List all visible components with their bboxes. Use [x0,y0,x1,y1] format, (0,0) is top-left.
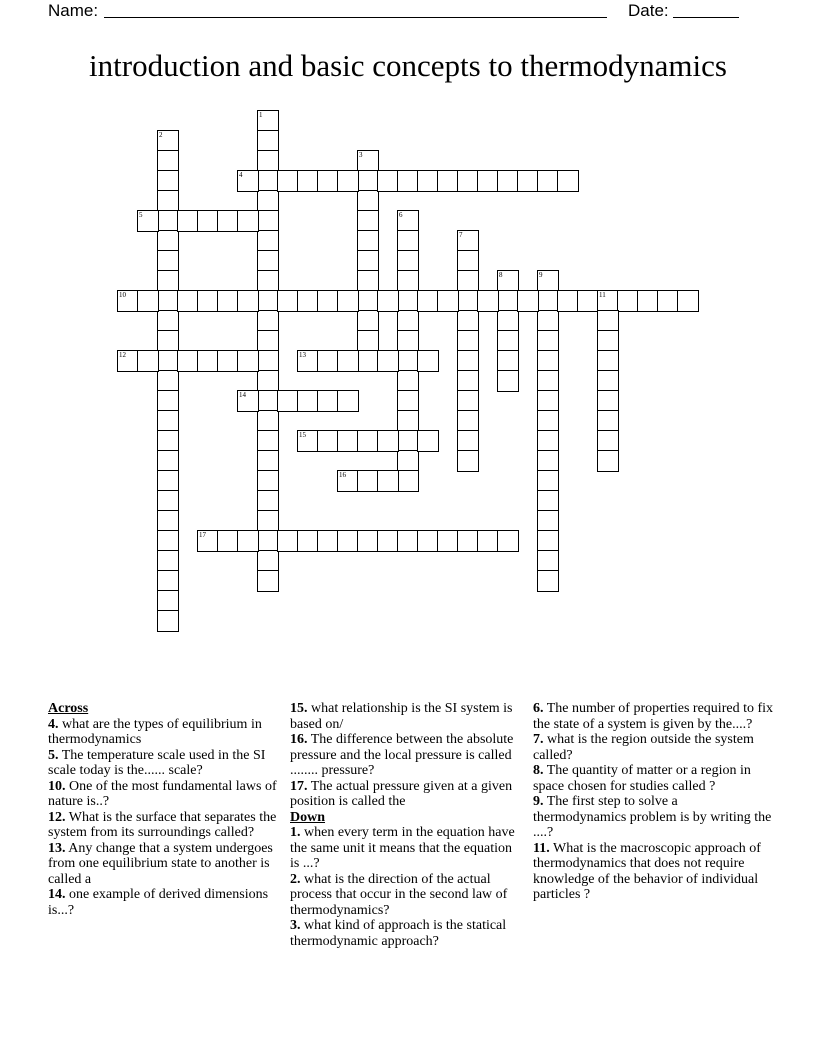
grid-cell[interactable] [157,150,179,172]
clue-number: 7. [533,732,544,747]
grid-cell[interactable] [197,210,219,232]
grid-cell[interactable] [517,170,539,192]
grid-cell[interactable] [457,290,479,312]
grid-cell[interactable] [237,390,259,412]
clue-number: 8. [533,763,544,778]
grid-cell[interactable] [457,370,479,392]
grid-cell[interactable] [597,370,619,392]
clue-number: 10. [48,778,66,794]
clue-number: 16. [290,732,308,747]
clue-down-7 [533,732,773,763]
grid-cell[interactable] [457,270,479,292]
grid-cell[interactable] [597,430,619,452]
grid-cell[interactable] [157,350,179,372]
grid-cell[interactable] [257,350,279,372]
grid-cell[interactable] [537,510,559,532]
grid-cell[interactable] [257,490,279,512]
grid-cell[interactable] [397,290,419,312]
grid-cell[interactable] [357,150,379,172]
grid-cell[interactable] [537,550,559,572]
grid-cell[interactable] [157,210,179,232]
page-title: introduction and basic concepts to thermodynamics [89,48,727,83]
grid-cell[interactable] [157,310,179,332]
grid-cell[interactable] [157,470,179,492]
clue-down-6 [533,701,773,732]
grid-cell[interactable] [497,530,519,552]
grid-cell[interactable] [257,170,279,192]
grid-cell[interactable] [217,290,239,312]
grid-cell[interactable] [497,330,519,352]
grid-cell[interactable] [257,150,279,172]
grid-cell[interactable] [357,530,379,552]
grid-cell[interactable] [257,130,279,152]
cell-number: 16 [339,471,346,479]
grid-cell[interactable] [337,350,359,372]
clue-across-10 [48,779,280,810]
grid-cell[interactable] [537,310,559,332]
grid-cell[interactable] [457,250,479,272]
clues-column-3 [533,701,773,903]
grid-cell[interactable] [537,350,559,372]
grid-cell[interactable] [457,450,479,472]
clue-across-12 [48,810,280,841]
grid-cell[interactable] [537,570,559,592]
grid-cell[interactable] [157,390,179,412]
grid-cell[interactable] [157,190,179,212]
grid-cell[interactable] [217,210,239,232]
grid-cell[interactable] [257,190,279,212]
grid-cell[interactable] [237,350,259,372]
clue-text: What is the macroscopic approach of thermodynamics that does not require knowledge of the behavior of individual particles ? [533,840,761,902]
grid-cell[interactable] [397,430,419,452]
grid-cell[interactable] [137,290,159,312]
grid-cell[interactable] [257,470,279,492]
grid-cell[interactable] [357,190,379,212]
grid-cell[interactable] [257,250,279,272]
grid-cell[interactable] [237,210,259,232]
clue-down-8 [533,763,773,794]
grid-cell[interactable] [497,370,519,392]
cell-number: 4 [239,171,243,179]
grid-cell[interactable] [337,430,359,452]
grid-cell[interactable] [597,410,619,432]
clue-across-5 [48,748,280,779]
grid-cell[interactable] [457,350,479,372]
grid-cell[interactable] [457,390,479,412]
grid-cell[interactable] [257,530,279,552]
cell-number: 7 [459,231,463,239]
grid-cell[interactable] [397,530,419,552]
grid-cell[interactable] [457,170,479,192]
grid-cell[interactable] [457,230,479,252]
grid-cell[interactable] [157,610,179,632]
grid-cell[interactable] [257,330,279,352]
grid-cell[interactable] [397,170,419,192]
cell-number: 13 [299,351,306,359]
grid-cell[interactable] [157,170,179,192]
grid-cell[interactable] [237,290,259,312]
cell-number: 15 [299,431,306,439]
grid-cell[interactable] [157,550,179,572]
grid-cell[interactable] [317,350,339,372]
grid-cell[interactable] [377,430,399,452]
grid-cell[interactable] [257,390,279,412]
clue-text: One of the most fundamental laws of nature is..? [48,778,277,809]
grid-cell[interactable] [397,330,419,352]
grid-cell[interactable] [477,170,499,192]
grid-cell[interactable] [177,210,199,232]
grid-cell[interactable] [337,530,359,552]
grid-cell[interactable] [537,370,559,392]
grid-cell[interactable] [277,170,299,192]
grid-cell[interactable] [497,310,519,332]
grid-cell[interactable] [537,530,559,552]
grid-cell[interactable] [197,290,219,312]
grid-cell[interactable] [137,350,159,372]
grid-cell[interactable] [237,170,259,192]
grid-cell[interactable] [357,170,379,192]
grid-cell[interactable] [357,430,379,452]
grid-cell[interactable] [357,350,379,372]
grid-cell[interactable] [157,430,179,452]
clue-text: The temperature scale used in the SI scale today is the...... scale? [48,747,266,778]
cell-number: 3 [359,151,363,159]
grid-cell[interactable] [517,290,539,312]
grid-cell[interactable] [597,450,619,472]
grid-cell[interactable] [537,290,559,312]
grid-cell[interactable] [177,290,199,312]
grid-cell[interactable] [257,370,279,392]
grid-cell[interactable] [557,170,579,192]
grid-cell[interactable] [197,530,219,552]
grid-cell[interactable] [157,290,179,312]
across-heading: Across [48,701,89,716]
grid-cell[interactable] [257,430,279,452]
grid-cell[interactable] [557,290,579,312]
grid-cell[interactable] [377,350,399,372]
grid-cell[interactable] [297,430,319,452]
crossword-grid [117,110,700,633]
clue-number: 14. [48,887,66,902]
grid-cell[interactable] [657,290,679,312]
grid-cell[interactable] [177,350,199,372]
grid-cell[interactable] [257,570,279,592]
grid-cell[interactable] [157,370,179,392]
clue-down-2 [290,872,522,919]
grid-cell[interactable] [157,330,179,352]
grid-cell[interactable] [537,170,559,192]
grid-cell[interactable] [637,290,659,312]
grid-cell[interactable] [257,210,279,232]
grid-cell[interactable] [397,390,419,412]
grid-cell[interactable] [457,530,479,552]
cell-number: 17 [199,531,206,539]
grid-cell[interactable] [457,310,479,332]
grid-cell[interactable] [437,530,459,552]
grid-cell[interactable] [317,290,339,312]
grid-cell[interactable] [377,170,399,192]
grid-cell[interactable] [397,370,419,392]
grid-cell[interactable] [457,410,479,432]
grid-cell[interactable] [257,230,279,252]
clue-number: 2. [290,871,301,887]
grid-cell[interactable] [257,290,279,312]
grid-cell[interactable] [157,450,179,472]
grid-cell[interactable] [577,290,599,312]
clue-down-11 [533,841,773,903]
grid-cell[interactable] [357,210,379,232]
clue-number: 5. [48,747,59,763]
grid-cell[interactable] [257,550,279,572]
grid-cell[interactable] [357,330,379,352]
clue-number: 17. [290,778,308,794]
grid-cell[interactable] [597,350,619,372]
grid-cell[interactable] [537,390,559,412]
grid-cell[interactable] [257,310,279,332]
grid-cell[interactable] [337,470,359,492]
cell-number: 9 [539,271,543,279]
grid-cell[interactable] [497,170,519,192]
grid-cell[interactable] [597,390,619,412]
grid-cell[interactable] [157,130,179,152]
clue-text: what relationship is the SI system is based on/ [290,701,513,732]
grid-cell[interactable] [297,350,319,372]
grid-cell[interactable] [357,270,379,292]
grid-cell[interactable] [437,170,459,192]
grid-cell[interactable] [497,270,519,292]
grid-cell[interactable] [537,490,559,512]
grid-cell[interactable] [597,310,619,332]
grid-cell[interactable] [317,170,339,192]
grid-cell[interactable] [477,290,499,312]
grid-cell[interactable] [317,390,339,412]
grid-cell[interactable] [417,350,439,372]
grid-cell[interactable] [117,290,139,312]
grid-cell[interactable] [317,530,339,552]
header [48,0,768,22]
clue-number: 13. [48,840,66,856]
grid-cell[interactable] [377,290,399,312]
grid-cell[interactable] [497,350,519,372]
name-field[interactable] [104,0,607,18]
grid-cell[interactable] [477,530,499,552]
cell-number: 8 [499,271,503,279]
clues-column-1 [48,701,280,918]
clue-text: The number of properties required to fix the state of a system is given by the....? [533,701,774,732]
grid-cell[interactable] [217,530,239,552]
grid-cell[interactable] [297,290,319,312]
grid-cell[interactable] [157,250,179,272]
clue-text: what are the types of equilibrium in thermodynamics [48,716,262,747]
grid-cell[interactable] [157,530,179,552]
clue-across-16 [290,732,522,779]
clue-number: 15. [290,701,308,716]
clue-text: The actual pressure given at a given position is called the [290,778,513,809]
clue-number: 9. [533,794,544,809]
grid-cell[interactable] [537,430,559,452]
grid-cell[interactable] [457,430,479,452]
grid-cell[interactable] [397,270,419,292]
cell-number: 2 [159,131,163,139]
grid-cell[interactable] [357,250,379,272]
grid-cell[interactable] [157,410,179,432]
cell-number: 14 [239,391,246,399]
grid-cell[interactable] [537,470,559,492]
date-label: Date: [628,1,669,20]
clue-number: 11. [533,840,550,856]
grid-cell[interactable] [597,330,619,352]
grid-cell[interactable] [537,410,559,432]
clue-number: 1. [290,825,301,840]
grid-cell[interactable] [537,270,559,292]
grid-cell[interactable] [397,450,419,472]
clue-number: 6. [533,701,544,716]
grid-cell[interactable] [297,170,319,192]
grid-cell[interactable] [397,310,419,332]
grid-cell[interactable] [117,350,139,372]
clue-text: Any change that a system undergoes from one equilibrium state to another is called a [48,840,273,887]
grid-cell[interactable] [337,290,359,312]
grid-cell[interactable] [397,350,419,372]
grid-cell[interactable] [157,590,179,612]
grid-cell[interactable] [257,110,279,132]
grid-cell[interactable] [357,230,379,252]
grid-cell[interactable] [317,430,339,452]
grid-cell[interactable] [297,390,319,412]
clue-down-3 [290,918,522,949]
clues-column-2 [290,701,522,949]
clue-text: The difference between the absolute pressure and the local pressure is called ........ pressure? [290,732,514,778]
grid-cell[interactable] [397,410,419,432]
grid-cell[interactable] [417,430,439,452]
grid-cell[interactable] [277,390,299,412]
clue-number: 3. [290,918,301,933]
name-label: Name: [48,1,99,20]
grid-cell[interactable] [277,290,299,312]
cell-number: 1 [259,111,263,119]
clue-text: what is the direction of the actual process that occur in the second law of thermodynamics? [290,871,508,918]
grid-cell[interactable] [157,230,179,252]
clue-number: 12. [48,809,66,825]
grid-cell[interactable] [277,530,299,552]
cell-number: 10 [119,291,126,299]
grid-cell[interactable] [417,170,439,192]
grid-cell[interactable] [257,270,279,292]
grid-cell[interactable] [257,410,279,432]
grid-cell[interactable] [357,470,379,492]
grid-cell[interactable] [417,530,439,552]
clue-across-15 [290,701,522,732]
grid-cell[interactable] [377,470,399,492]
grid-cell[interactable] [337,170,359,192]
down-heading: Down [290,809,326,825]
cell-number: 6 [399,211,403,219]
grid-cell[interactable] [377,530,399,552]
clue-down-1 [290,825,522,872]
grid-cell[interactable] [337,390,359,412]
grid-cell[interactable] [157,270,179,292]
grid-cell[interactable] [357,290,379,312]
grid-cell[interactable] [357,310,379,332]
grid-cell[interactable] [297,530,319,552]
grid-cell[interactable] [397,210,419,232]
clue-across-13 [48,841,280,888]
cell-number: 5 [139,211,143,219]
clue-text: when every term in the equation have the same unit it means that the equation is ...? [290,825,515,871]
grid-cell[interactable] [217,350,239,372]
grid-cell[interactable] [397,230,419,252]
grid-cell[interactable] [157,570,179,592]
grid-cell[interactable] [457,330,479,352]
date-field[interactable] [673,0,739,18]
clue-text: what kind of approach is the statical thermodynamic approach? [290,918,507,949]
grid-cell[interactable] [237,530,259,552]
clue-text: what is the region outside the system called? [533,732,754,763]
cell-number: 12 [119,351,126,359]
grid-cell[interactable] [537,450,559,472]
grid-cell[interactable] [677,290,699,312]
grid-cell[interactable] [417,290,439,312]
grid-cell[interactable] [197,350,219,372]
grid-cell[interactable] [397,470,419,492]
clue-across-14 [48,887,280,918]
grid-cell[interactable] [257,510,279,532]
clue-text: The quantity of matter or a region in space chosen for studies called ? [533,763,751,794]
grid-cell[interactable] [597,290,619,312]
grid-cell[interactable] [497,290,519,312]
grid-cell[interactable] [257,450,279,472]
clue-down-9 [533,794,773,841]
clue-number: 4. [48,716,59,732]
grid-cell[interactable] [137,210,159,232]
grid-cell[interactable] [437,290,459,312]
grid-cell[interactable] [397,250,419,272]
grid-cell[interactable] [157,510,179,532]
clue-across-17 [290,779,522,810]
cell-number: 11 [599,291,606,299]
clue-text: What is the surface that separates the system from its surroundings called? [48,809,277,840]
grid-cell[interactable] [157,490,179,512]
clue-across-4 [48,717,280,748]
grid-cell[interactable] [537,330,559,352]
clue-text: The first step to solve a thermodynamics problem is by writing the ....? [533,794,772,840]
grid-cell[interactable] [617,290,639,312]
clue-text: one example of derived dimensions is...? [48,887,269,918]
